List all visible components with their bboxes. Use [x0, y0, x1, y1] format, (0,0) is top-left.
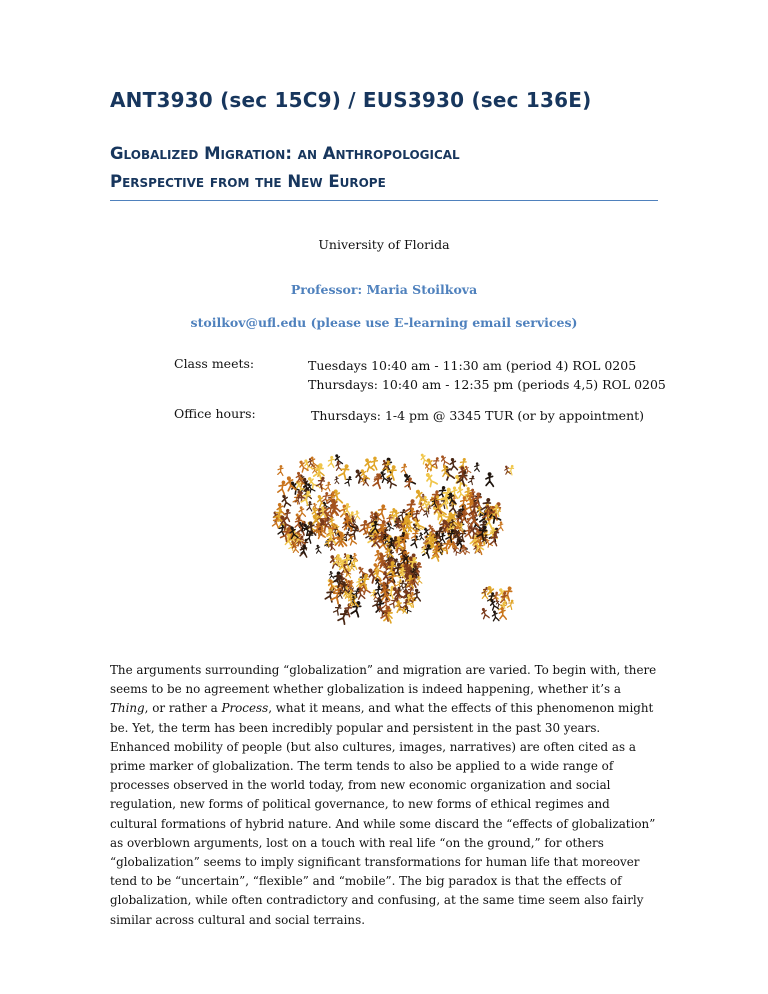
- course-title-line-2: Perspective from the New Europe: [110, 172, 386, 191]
- world-map-of-people-illustration: [245, 453, 530, 653]
- running-figure: [498, 521, 504, 530]
- class-meets-thursday: Thursdays: 10:40 am - 12:35 pm (periods 4,5) ROL 0205: [308, 377, 666, 392]
- class-meets-value: [308, 356, 666, 394]
- running-figure: [281, 494, 291, 508]
- running-figure: [468, 475, 476, 485]
- university-name: University of Florida: [318, 237, 450, 252]
- running-figure: [325, 481, 332, 491]
- running-figure: [401, 463, 408, 473]
- running-figure: [329, 571, 334, 579]
- intro-text-part-2: , or rather a: [144, 701, 222, 716]
- running-figure: [474, 462, 480, 471]
- class-meets-label: Class meets:: [174, 356, 255, 371]
- running-figure: [480, 607, 489, 619]
- running-figure: [315, 544, 321, 553]
- intro-text-part-3: , what it means, and what the effects of this phenomenon might be. Yet, the term has been incredibly popular and persistent in the past 30 years. Enhanced mobility of people (but also cultures, images, narratives) are often cited as a prime marker of globalization. The term tends to also be applied to a wide range of processes observed in the world today, from new economic organization and social regulation, new forms of political governance, to new forms of ethical regimes and cultural formations of hybrid nature. And while some discard the “effects of globalization” as overblown arguments, lost on a touch with real life “on the ground,” for others “globalization” seems to imply significant transformations for human life that moreover tend to be “uncertain”, “flexible” and “mobile”. The big paradox is that the effects of globalization, while often contradictory and confusing, at the same time seem also fairly similar across cultural and social terrains.: [110, 701, 656, 927]
- office-hours-value: Thursdays: 1-4 pm @ 3345 TUR (or by appointment): [311, 408, 645, 423]
- running-figure: [507, 599, 515, 610]
- course-title-line-1: Globalized Migration: an Anthropological: [110, 144, 460, 163]
- professor-email: stoilkov@ufl.edu (please use E-learning email services): [190, 315, 578, 330]
- intro-emphasis-process: Process: [221, 701, 269, 716]
- running-figure: [335, 476, 339, 483]
- running-figure: [507, 464, 515, 475]
- running-figure: [414, 589, 421, 601]
- office-hours-label: Office hours:: [174, 406, 256, 421]
- running-figure: [344, 503, 352, 515]
- running-figure: [486, 472, 495, 486]
- professor-name: Professor: Maria Stoilkova: [290, 282, 478, 297]
- running-figure: [370, 456, 379, 470]
- running-figure: [328, 456, 336, 468]
- running-figure: [497, 587, 508, 601]
- running-figure: [419, 532, 424, 540]
- running-figure: [440, 454, 449, 466]
- running-figure: [424, 471, 437, 487]
- intro-paragraph: [110, 661, 658, 930]
- course-code-heading: ANT3930 (sec 15C9) / EUS3930 (sec 136E): [110, 88, 592, 112]
- intro-text-part-1: The arguments surrounding “globalization” and migration are varied. To begin with, there seems to be no agreement whether globalization is indeed happening, whether it’s a: [110, 663, 657, 697]
- running-figure: [492, 610, 499, 621]
- running-figure: [490, 532, 499, 545]
- class-meets-tuesday: Tuesdays 10:40 am - 11:30 am (period 4) ROL 0205: [308, 358, 637, 373]
- intro-emphasis-thing: Thing: [110, 701, 145, 716]
- running-figure: [277, 480, 288, 495]
- running-figure: [363, 457, 374, 472]
- running-figure: [277, 465, 284, 476]
- running-figure: [419, 453, 428, 464]
- running-figure: [355, 510, 360, 519]
- title-divider: [110, 200, 658, 201]
- course-title-heading: [110, 140, 460, 196]
